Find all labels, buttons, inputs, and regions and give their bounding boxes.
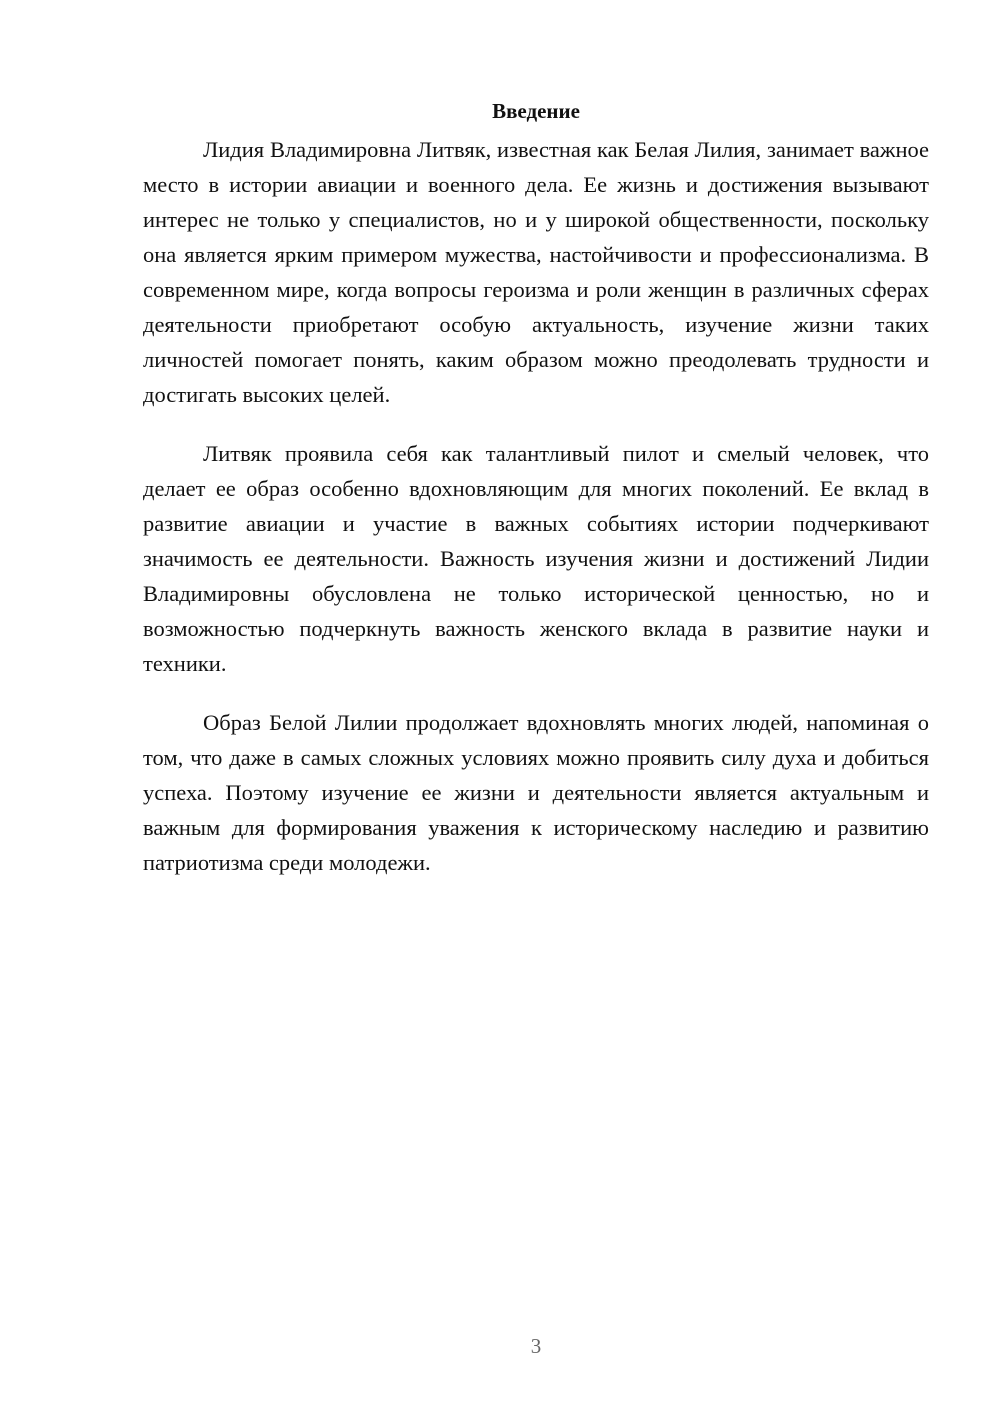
paragraph-1: Лидия Владимировна Литвяк, известная как Белая Лилия, занимает важное место в истории авиации и военного дела. Ее жизнь и достижения вызывают интерес не только у специалистов, но и у широкой общественности, поскольку она является ярким примером мужества, настойчивости и профессионализма. В современном мире, когда вопросы героизма и роли женщин в различных сферах деятельности приобретают особую актуальность, изучение жизни таких личностей помогает понять, каким образом можно преодолевать трудности и достигать высоких целей.: [143, 137, 929, 407]
paragraph-3: Образ Белой Лилии продолжает вдохновлять многих людей, напоминая о том, что даже в самых сложных условиях можно проявить силу духа и добиться успеха. Поэтому изучение ее жизни и деятельности является актуальным и важным для формирования уважения к историческому наследию и развитию патриотизма среди молодежи.: [143, 710, 929, 875]
section-heading: Введение: [492, 99, 580, 123]
document-body: [143, 96, 929, 904]
page-number: 3: [530, 1334, 542, 1358]
paragraph-2: Литвяк проявила себя как талантливый пилот и смелый человек, что делает ее образ особенно вдохновляющим для многих поколений. Ее вклад в развитие авиации и участие в важных событиях истории подчеркивают значимость ее деятельности. Важность изучения жизни и достижений Лидии Владимировны обусловлена не только исторической ценностью, но и возможностью подчеркнуть важность женского вклада в развитие науки и техники.: [143, 441, 929, 676]
